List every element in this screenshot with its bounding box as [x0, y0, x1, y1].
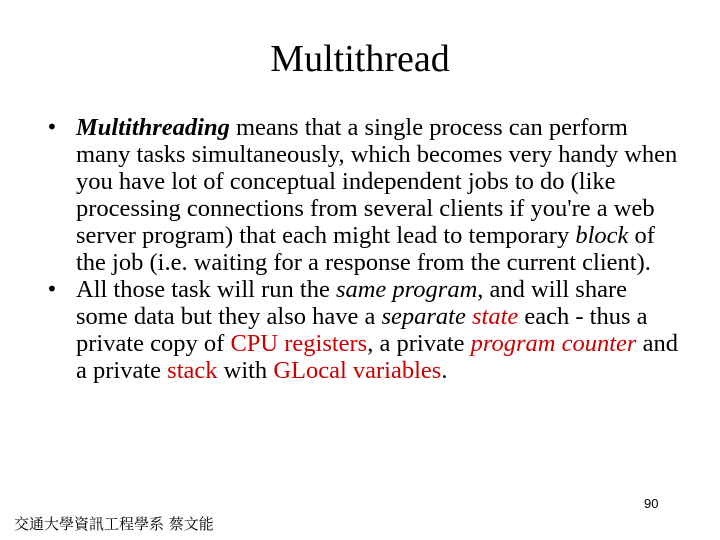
bullet-text: . — [441, 357, 448, 384]
bullet-item-1 — [44, 114, 684, 276]
bullet-text: All those task will run the — [76, 276, 336, 303]
slide-title: Multithread — [270, 38, 450, 80]
bullet-list — [44, 114, 684, 384]
bullet-text: of the job (i.e. waiting for a response from the current client). — [76, 222, 655, 276]
term-program-counter: program counter — [470, 330, 637, 357]
bullet-text: and a private — [76, 330, 678, 384]
term-state: state — [471, 303, 519, 330]
term-block: block — [575, 222, 629, 249]
page-number: 90 — [644, 496, 659, 511]
term-multithreading: Multithreading — [76, 114, 230, 141]
bullet-icon: • — [46, 115, 58, 139]
term-cpu-registers: CPU registers — [230, 330, 368, 357]
term-stack: stack — [167, 357, 218, 384]
bullet-text: each - thus a private copy of — [76, 303, 648, 357]
term-glocal-variables: GLocal variables — [273, 357, 442, 384]
bullet-text: with — [217, 357, 274, 384]
bullet-item-2 — [44, 276, 684, 384]
bullet-text: means that a single process can perform many tasks simultaneously, which becomes very handy when you have lot of conceptual independent jobs to do (like processing connections from several clients if you're a web server program) that each might lead to temporary — [76, 114, 678, 249]
bullet-icon: • — [46, 277, 58, 301]
bullet-text: , a private — [367, 330, 471, 357]
bullet-text: , and will share some data but they also have a — [76, 276, 627, 330]
term-separate: separate — [381, 303, 466, 330]
term-same-program: same program — [335, 276, 478, 303]
footer-department: 交通大學資訊工程學系 蔡文能 — [14, 515, 214, 533]
